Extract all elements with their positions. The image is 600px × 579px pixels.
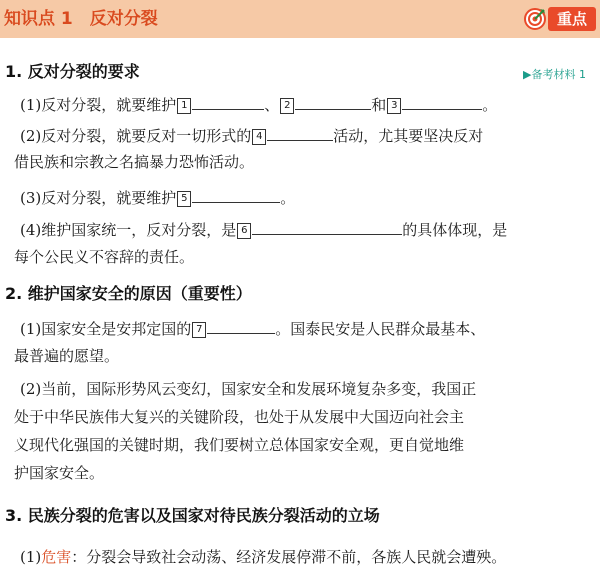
target-icon: [524, 8, 546, 30]
section-title-1: 1. 反对分裂的要求: [5, 62, 140, 81]
key-point-badge: 重点: [548, 7, 596, 31]
fill-blank-5[interactable]: [192, 186, 280, 203]
reason-line-2-cont-3: 护国家安全。: [14, 464, 105, 482]
blank-number-3: 3: [387, 98, 401, 114]
line-text: ：分裂会导致社会动荡、经济发展停滞不前，各族人民就会遭殃。: [71, 548, 507, 566]
blank-number-6: 6: [237, 223, 251, 239]
blank-number-5: 5: [177, 191, 191, 207]
reason-line-1-cont: 最普遍的愿望。: [14, 347, 120, 365]
line-text: 。: [280, 189, 296, 207]
page-title: 知识点 1 反对分裂: [4, 9, 158, 29]
line-text: 。国泰民安是人民群众最基本、: [275, 320, 486, 338]
line-text: (1): [20, 548, 42, 566]
reason-line-2-cont-1: 处于中华民族伟大复兴的关键阶段，也处于从发展中大国迈向社会主: [14, 408, 465, 426]
line-text: 、: [264, 96, 280, 114]
blank-number-7: 7: [192, 322, 206, 338]
keyword-harm: 危害: [41, 548, 72, 566]
blank-number-1: 1: [177, 98, 191, 114]
requirement-line-1: [20, 93, 497, 117]
reason-line-2: (2)当前，国际形势风云变幻，国家安全和发展环境复杂多变，我国正: [20, 380, 477, 398]
line-text: 和: [371, 96, 387, 114]
harm-line-1: [20, 546, 506, 570]
blank-number-2: 2: [280, 98, 294, 114]
line-text: (2)反对分裂，就要反对一切形式的: [20, 127, 252, 145]
requirement-line-4-cont: 每个公民义不容辞的责任。: [14, 248, 195, 266]
line-text: (1)反对分裂，就要维护: [20, 96, 177, 114]
section-title-2: 2. 维护国家安全的原因（重要性）: [5, 284, 252, 303]
line-text: 活动，尤其要坚决反对: [333, 127, 484, 145]
requirement-line-3: [20, 186, 295, 210]
section-title-3: 3. 民族分裂的危害以及国家对待民族分裂活动的立场: [5, 506, 380, 525]
blank-number-4: 4: [252, 129, 266, 145]
fill-blank-6[interactable]: [252, 218, 402, 235]
fill-blank-7[interactable]: [207, 317, 275, 334]
material-note[interactable]: ▶备考材料 1: [523, 68, 586, 81]
fill-blank-3[interactable]: [402, 93, 482, 110]
fill-blank-2[interactable]: [295, 93, 371, 110]
fill-blank-4[interactable]: [267, 124, 333, 141]
line-text: (3)反对分裂，就要维护: [20, 189, 177, 207]
reason-line-1: [20, 317, 485, 341]
fill-blank-1[interactable]: [192, 93, 264, 110]
line-text: (1)国家安全是安邦定国的: [20, 320, 192, 338]
section-header: [0, 0, 600, 38]
line-text: 的具体体现，是: [402, 221, 508, 239]
requirement-line-2: [20, 124, 483, 148]
line-text: (4)维护国家统一，反对分裂，是: [20, 221, 237, 239]
line-text: 。: [482, 96, 498, 114]
reason-line-2-cont-2: 义现代化强国的关键时期，我们要树立总体国家安全观，更自觉地维: [14, 436, 465, 454]
requirement-line-4: [20, 218, 507, 242]
requirement-line-2-cont: 借民族和宗教之名搞暴力恐怖活动。: [14, 153, 255, 171]
